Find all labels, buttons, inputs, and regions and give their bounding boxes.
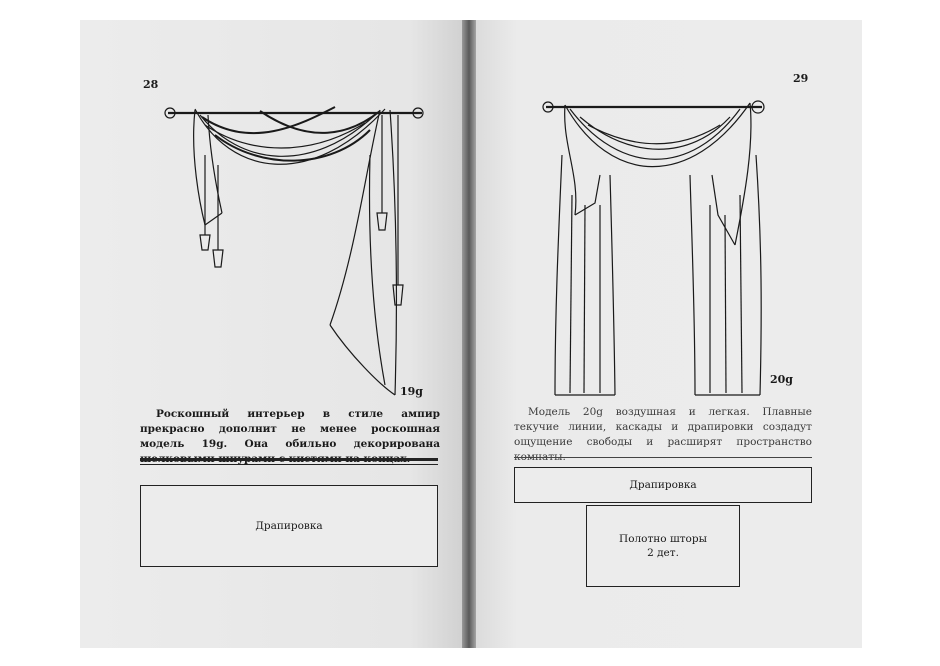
right-model-label: 20g: [770, 373, 793, 386]
curtain-panel-box-line2: 2 дет.: [647, 547, 679, 559]
curtain-panel-box-line1: Полотно шторы: [619, 533, 707, 545]
curtain-panel-box: [586, 505, 740, 587]
left-divider: [140, 458, 438, 465]
book-gutter: [462, 20, 476, 648]
left-caption: Роскошный интерьер в стиле ампир прекрасно дополнит не менее роскошная модель 19g. Она обильно декорирована шелковыми шнурами с кистями на концах.: [140, 408, 440, 465]
right-drapery-box: [514, 467, 812, 503]
right-caption: Модель 20g воздушная и легкая. Плавные текучие линии, каскады и драпировки создадут ощущение свободы и расширят пространство комнаты.: [514, 406, 812, 463]
right-divider: [514, 457, 812, 458]
right-page-number: 29: [793, 72, 809, 85]
right-drapery-box-label: Драпировка: [629, 479, 697, 491]
left-drapery-box: [140, 485, 438, 567]
left-drapery-box-label: Драпировка: [255, 520, 323, 532]
curtain-drawing-20g: [540, 95, 770, 400]
left-page-number: 28: [143, 78, 159, 91]
curtain-drawing-19g: [160, 95, 430, 405]
left-model-label: 19g: [400, 385, 423, 398]
